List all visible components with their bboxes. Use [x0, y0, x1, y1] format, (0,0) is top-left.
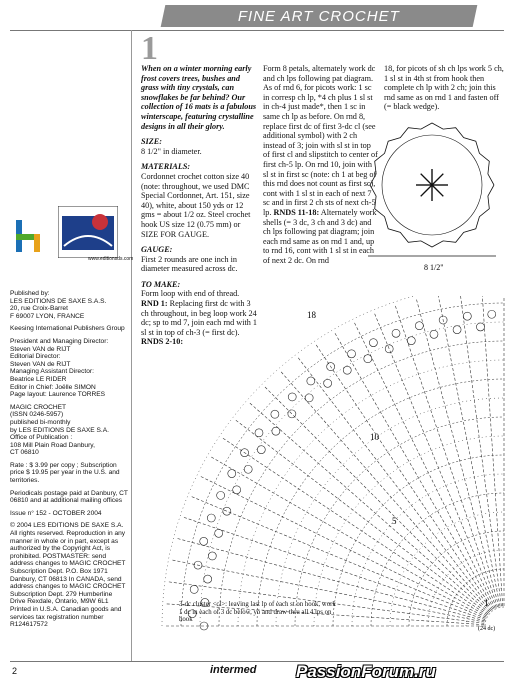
header-banner [161, 5, 478, 27]
chart-label-5: 5 [392, 516, 397, 526]
chart-picot [272, 427, 280, 435]
cluster-legend: 3-dc cluster <cl>: leaving last lp of each st on hook, work 1 dc in each of 3 dc below, yo and draw thru all 4 lps on hook [179, 601, 336, 624]
address-line: 20, rue Croix-Barret [10, 305, 68, 313]
rnd1-label: RND 1: [141, 299, 168, 309]
column-3 [384, 64, 504, 112]
chart-picot [190, 585, 198, 593]
materials-heading: MATERIALS: [141, 162, 191, 172]
chart-label-24dc: (24 dc) [478, 626, 496, 632]
website-url: www.editionsds.com [88, 256, 134, 262]
chart-picot [343, 366, 351, 374]
chart-stitch-line [248, 402, 489, 613]
make-text: Form loop with end of thread. [141, 289, 240, 299]
published-by: Published by: [10, 290, 50, 297]
magic-info: MAGIC CROCHET (ISSN 0246-5957) published bi-monthly by LES EDITIONS DE SAXE S.A. Office of Publication : 108 Mill Plain Road Danbury, CT 06810 [10, 403, 109, 457]
dia-wedge [432, 185, 443, 196]
address-line: F 69007 LYON, FRANCE [10, 312, 85, 320]
chart-picot [204, 575, 212, 583]
chart-picot [223, 507, 231, 515]
footer-logo: intermed [210, 664, 257, 676]
chart-label-1: 1 [484, 598, 489, 608]
chart-picot [407, 337, 415, 345]
col2-text: Form 8 petals, alternately work dc and ch lps following pat diagram. As of rnd 6, for picots work: 1 sc in corresp ch lp, *4 ch plus 1 sl st in ch-4 just made*, then 1 sc in same ch lp as before. On rnd 8, replace first dc of first 3-dc cl (see additional symbol) with 2 ch instead of 3; join with sl st in top of first cl and slipstitch to center of first ch-5 lp. On rnd 10, join with sl st in first sc (note: ch 1 at beg of this rnd does not count as first sc), cont with 1 sl st in each of next 7 sc and in first 2 ch sts of next ch-5 lp. [263, 64, 378, 217]
chart-stitch-line [334, 332, 494, 609]
chart-picot [369, 339, 377, 347]
gauge-heading: GAUGE: [141, 245, 173, 255]
chart-picot [392, 329, 400, 337]
rnds-label: RNDS 2-10: [141, 337, 184, 347]
chart-stitch-line [438, 296, 500, 606]
publisher-logo-icon [14, 218, 48, 254]
chart-stitch-line [280, 370, 491, 611]
chart-round [162, 296, 504, 626]
chart-stitch-line [190, 496, 486, 618]
chart-picot [207, 514, 215, 522]
chart-round [200, 322, 504, 626]
chart-picot [430, 330, 438, 338]
chart-picot [200, 537, 208, 545]
chart-stitch-line [264, 386, 490, 612]
chart-picot [271, 410, 279, 418]
page-number: 2 [12, 666, 18, 676]
chart-picot [488, 310, 496, 318]
periodicals: Periodicals postage paid at Danbury, CT 06810 and at additional mailing offices [10, 489, 128, 505]
chart-stitch-line [482, 296, 503, 606]
chart-picot [257, 446, 265, 454]
internet-logo-icon [58, 206, 118, 258]
chart-stitch-line [374, 312, 496, 608]
chart-picot [305, 394, 313, 402]
chart-picot [453, 326, 461, 334]
size-diagram [362, 110, 502, 280]
chart-label-18: 18 [307, 310, 316, 320]
publisher-name: LES EDITIONS DE SAXE S.A.S. [10, 297, 107, 305]
masthead [10, 290, 128, 634]
chart-picot [233, 486, 241, 494]
chart-picot [324, 379, 332, 387]
make-heading: TO MAKE: [141, 279, 181, 289]
size-heading: SIZE: [141, 137, 162, 147]
chart-picot [415, 322, 423, 330]
rnd1-text: Replacing first dc with 3 ch throughout, in beg loop work 24 dc; sp to md 7, join each rnd with 1 sl st in top of ch-3 (= first dc). [141, 299, 257, 337]
watermark: PassionForum.ru [296, 662, 436, 681]
chart-picot [307, 377, 315, 385]
dia-circle [370, 123, 494, 247]
intro-text: When on a winter morning early frost covers trees, bushes and grass with tiny crystals, can snowflakes be far behind? Our collection of 16 mats is a fabulous winterscape, featuring crystalline designs in all their glory. [141, 64, 257, 131]
page-title: FINE ART CROCHET [238, 7, 400, 25]
copyright: © 2004 LES EDITIONS DE SAXE S.A. All rights reserved. Reproduction in any manner in whole or in part, except as authorized by the Copyright Act, is prohibited. POSTMASTER: send address changes to MAGIC CROCHET Subscription Dept. P.O. Box 1971 Danbury, CT 06813 In CANADA, send address changes to MAGIC CROCHET Subscription Dept. 279 Humberline Drive Rexdale, Ontario, M9W 6L1 Printed in U.S.A. Canadian goods and services tax registration number R124617572 [10, 522, 126, 629]
issue: Issue n° 152 - OCTOBER 2004 [10, 509, 102, 517]
chart-picot [364, 355, 372, 363]
chart-picot [348, 350, 356, 358]
rate: Rate : $ 3.99 per copy ; Subscription price $ 19.95 per year in the U.S. and territories. [10, 461, 120, 485]
chart-picot [288, 393, 296, 401]
chart-picot [476, 323, 484, 331]
chart-round [181, 303, 504, 626]
chart-picot [255, 429, 263, 437]
dia-wedge [421, 185, 432, 196]
chart-picot [244, 465, 252, 473]
materials-text: Cordonnet crochet cotton size 40 (note: throughout, we used DMC Special Cordonnet, Art. 151, size 40), white, about 150 yds or 12 gms = about 1/2 oz. Steel crochet hook US size 12 (0.75 mm) or SIZE FOR GAUGE. [141, 171, 251, 239]
keesing: Keesing International Publishers Group [10, 325, 125, 333]
dia-label: 8 1/2" [424, 263, 444, 272]
chart-picot [463, 312, 471, 320]
col2b-text: Alternately work shells (= 3 dc, 3 ch and 3 dc) and ch lps following pat diagram; join each rnd same as on rnd 1 and, up to rnd 16, cont with 1 sl st in each of next 2 dc. On rnd [263, 207, 377, 265]
chart-stitch-line [416, 298, 499, 607]
chart-picot [217, 491, 225, 499]
chart-picot [288, 410, 296, 418]
gauge-text: First 2 rounds are one inch in diameter measured across dc. [141, 254, 238, 274]
rnds2-label: RNDS 11-18: [273, 207, 320, 217]
dia-wedge [421, 174, 432, 185]
chart-stitch-line [210, 456, 487, 616]
size-text: 8 1/2" in diameter. [141, 146, 202, 156]
chart-picot [208, 552, 216, 560]
staff-list: President and Managing Director: Steven VAN de RIJT Editorial Director: Steven VAN de RIJT Managing Assistant Director: Beatrice LE RIDER Editor in Chief: Joëlle SIMON Page layout: Laurence TORRES [10, 337, 109, 399]
dia-wedge [432, 174, 443, 185]
chart-picot [215, 529, 223, 537]
chart-stitch-line [315, 343, 493, 609]
chart-stitch-line [221, 437, 487, 615]
col3-text: 18, for picots of sh ch lps work 5 ch, 1 sl st in 4th st from hook then complete ch lp with 2 ch; join this rnd same as on rnd 1 and fasten off (= black wedge). [384, 64, 504, 112]
pattern-number: 1 [141, 30, 158, 67]
chart-picot [228, 470, 236, 478]
top-rule [10, 30, 504, 31]
chart-label-10: 10 [370, 432, 379, 442]
